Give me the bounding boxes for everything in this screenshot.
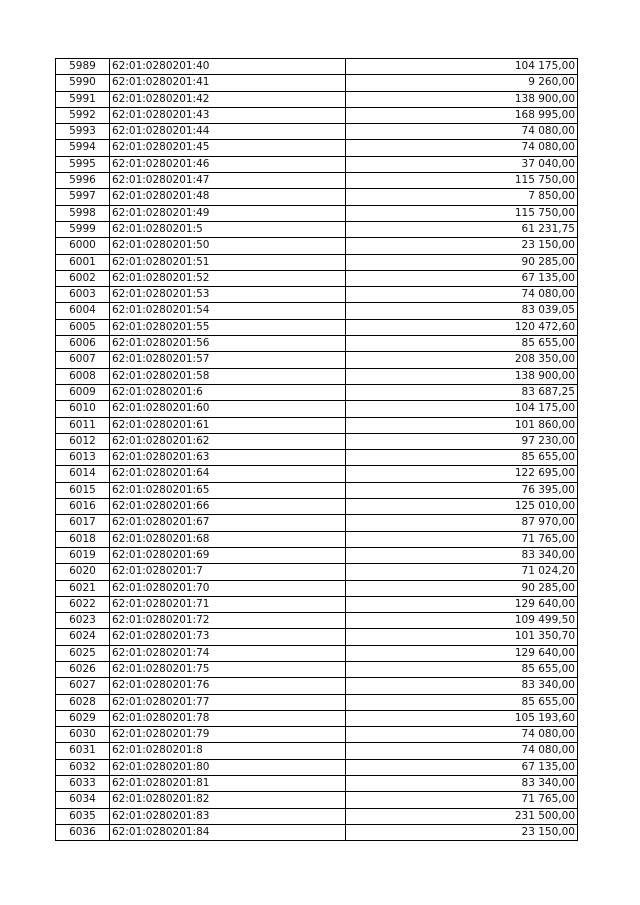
cadastral-number-cell: 62:01:0280201:77 <box>110 694 346 710</box>
table-row <box>56 808 578 824</box>
table-row <box>56 727 578 743</box>
value-cell: 109 499,50 <box>346 613 578 629</box>
cadastral-number-cell: 62:01:0280201:60 <box>110 401 346 417</box>
value-cell: 208 350,00 <box>346 352 578 368</box>
row-number-cell: 5999 <box>56 221 110 237</box>
value-cell: 138 900,00 <box>346 368 578 384</box>
table-row <box>56 547 578 563</box>
cadastral-number-cell: 62:01:0280201:8 <box>110 743 346 759</box>
row-number-cell: 6006 <box>56 336 110 352</box>
table-row <box>56 238 578 254</box>
value-cell: 85 655,00 <box>346 694 578 710</box>
cadastral-number-cell: 62:01:0280201:51 <box>110 254 346 270</box>
row-number-cell: 6015 <box>56 482 110 498</box>
row-number-cell: 6034 <box>56 792 110 808</box>
value-cell: 71 024,20 <box>346 564 578 580</box>
row-number-cell: 6029 <box>56 710 110 726</box>
row-number-cell: 5995 <box>56 156 110 172</box>
row-number-cell: 6027 <box>56 678 110 694</box>
cadastral-number-cell: 62:01:0280201:44 <box>110 124 346 140</box>
cadastral-number-cell: 62:01:0280201:57 <box>110 352 346 368</box>
table-row <box>56 75 578 91</box>
table-row <box>56 91 578 107</box>
cadastral-number-cell: 62:01:0280201:50 <box>110 238 346 254</box>
row-number-cell: 6021 <box>56 580 110 596</box>
cadastral-number-cell: 62:01:0280201:43 <box>110 107 346 123</box>
cadastral-number-cell: 62:01:0280201:5 <box>110 221 346 237</box>
table-row <box>56 254 578 270</box>
cadastral-number-cell: 62:01:0280201:63 <box>110 450 346 466</box>
row-number-cell: 6008 <box>56 368 110 384</box>
row-number-cell: 5993 <box>56 124 110 140</box>
cadastral-number-cell: 62:01:0280201:54 <box>110 303 346 319</box>
cadastral-number-cell: 62:01:0280201:53 <box>110 287 346 303</box>
table-row <box>56 645 578 661</box>
row-number-cell: 5992 <box>56 107 110 123</box>
row-number-cell: 6018 <box>56 531 110 547</box>
cadastral-number-cell: 62:01:0280201:56 <box>110 336 346 352</box>
cadastral-number-cell: 62:01:0280201:68 <box>110 531 346 547</box>
cadastral-number-cell: 62:01:0280201:64 <box>110 466 346 482</box>
table-row <box>56 466 578 482</box>
table-row <box>56 319 578 335</box>
row-number-cell: 6023 <box>56 613 110 629</box>
row-number-cell: 5996 <box>56 173 110 189</box>
cadastral-number-cell: 62:01:0280201:73 <box>110 629 346 645</box>
value-cell: 7 850,00 <box>346 189 578 205</box>
value-cell: 71 765,00 <box>346 792 578 808</box>
cadastral-number-cell: 62:01:0280201:52 <box>110 270 346 286</box>
value-cell: 138 900,00 <box>346 91 578 107</box>
table-row <box>56 156 578 172</box>
table-row <box>56 515 578 531</box>
row-number-cell: 6013 <box>56 450 110 466</box>
cadastral-number-cell: 62:01:0280201:79 <box>110 727 346 743</box>
row-number-cell: 5989 <box>56 59 110 75</box>
table-row <box>56 792 578 808</box>
value-cell: 74 080,00 <box>346 140 578 156</box>
cadastral-number-cell: 62:01:0280201:80 <box>110 759 346 775</box>
cadastral-number-cell: 62:01:0280201:76 <box>110 678 346 694</box>
cadastral-number-cell: 62:01:0280201:84 <box>110 824 346 840</box>
row-number-cell: 6024 <box>56 629 110 645</box>
cadastral-number-cell: 62:01:0280201:55 <box>110 319 346 335</box>
table-row <box>56 710 578 726</box>
table-row <box>56 173 578 189</box>
table-row <box>56 59 578 75</box>
value-cell: 87 970,00 <box>346 515 578 531</box>
table-row <box>56 287 578 303</box>
table-row <box>56 417 578 433</box>
value-cell: 115 750,00 <box>346 205 578 221</box>
cadastral-number-cell: 62:01:0280201:83 <box>110 808 346 824</box>
table-row <box>56 221 578 237</box>
value-cell: 125 010,00 <box>346 499 578 515</box>
table-row <box>56 694 578 710</box>
value-cell: 101 860,00 <box>346 417 578 433</box>
table-row <box>56 678 578 694</box>
table-row <box>56 482 578 498</box>
row-number-cell: 6031 <box>56 743 110 759</box>
row-number-cell: 6012 <box>56 433 110 449</box>
value-cell: 74 080,00 <box>346 727 578 743</box>
cadastral-number-cell: 62:01:0280201:72 <box>110 613 346 629</box>
table-row <box>56 303 578 319</box>
value-cell: 129 640,00 <box>346 596 578 612</box>
value-cell: 74 080,00 <box>346 743 578 759</box>
value-cell: 97 230,00 <box>346 433 578 449</box>
table-row <box>56 596 578 612</box>
value-cell: 104 175,00 <box>346 401 578 417</box>
cadastral-number-cell: 62:01:0280201:74 <box>110 645 346 661</box>
cadastral-number-cell: 62:01:0280201:69 <box>110 547 346 563</box>
table-row <box>56 401 578 417</box>
value-cell: 83 687,25 <box>346 384 578 400</box>
value-cell: 168 995,00 <box>346 107 578 123</box>
value-cell: 85 655,00 <box>346 450 578 466</box>
table-row <box>56 450 578 466</box>
cadastral-number-cell: 62:01:0280201:78 <box>110 710 346 726</box>
cadastral-number-cell: 62:01:0280201:66 <box>110 499 346 515</box>
cadastral-number-cell: 62:01:0280201:65 <box>110 482 346 498</box>
cadastral-number-cell: 62:01:0280201:49 <box>110 205 346 221</box>
value-cell: 9 260,00 <box>346 75 578 91</box>
value-cell: 83 340,00 <box>346 678 578 694</box>
row-number-cell: 6011 <box>56 417 110 433</box>
table-row <box>56 776 578 792</box>
row-number-cell: 6030 <box>56 727 110 743</box>
value-cell: 37 040,00 <box>346 156 578 172</box>
row-number-cell: 6019 <box>56 547 110 563</box>
cadastral-number-cell: 62:01:0280201:61 <box>110 417 346 433</box>
row-number-cell: 5997 <box>56 189 110 205</box>
cadastral-number-cell: 62:01:0280201:62 <box>110 433 346 449</box>
table-row <box>56 499 578 515</box>
table-row <box>56 124 578 140</box>
cadastral-number-cell: 62:01:0280201:48 <box>110 189 346 205</box>
value-cell: 74 080,00 <box>346 124 578 140</box>
row-number-cell: 5998 <box>56 205 110 221</box>
value-cell: 74 080,00 <box>346 287 578 303</box>
table-row <box>56 336 578 352</box>
table-row <box>56 384 578 400</box>
table-row <box>56 629 578 645</box>
row-number-cell: 6017 <box>56 515 110 531</box>
table-row <box>56 368 578 384</box>
cadastral-number-cell: 62:01:0280201:47 <box>110 173 346 189</box>
row-number-cell: 6035 <box>56 808 110 824</box>
table-row <box>56 352 578 368</box>
value-cell: 129 640,00 <box>346 645 578 661</box>
row-number-cell: 6033 <box>56 776 110 792</box>
cadastral-number-cell: 62:01:0280201:6 <box>110 384 346 400</box>
value-cell: 23 150,00 <box>346 824 578 840</box>
value-cell: 115 750,00 <box>346 173 578 189</box>
row-number-cell: 6003 <box>56 287 110 303</box>
table-row <box>56 107 578 123</box>
row-number-cell: 6009 <box>56 384 110 400</box>
value-cell: 90 285,00 <box>346 580 578 596</box>
value-cell: 85 655,00 <box>346 661 578 677</box>
cadastral-number-cell: 62:01:0280201:82 <box>110 792 346 808</box>
cadastral-number-cell: 62:01:0280201:46 <box>110 156 346 172</box>
value-cell: 83 039,05 <box>346 303 578 319</box>
table-row <box>56 189 578 205</box>
row-number-cell: 5990 <box>56 75 110 91</box>
cadastral-number-cell: 62:01:0280201:58 <box>110 368 346 384</box>
table-row <box>56 433 578 449</box>
row-number-cell: 6016 <box>56 499 110 515</box>
value-cell: 105 193,60 <box>346 710 578 726</box>
cadastral-number-cell: 62:01:0280201:67 <box>110 515 346 531</box>
table-row <box>56 759 578 775</box>
table-row <box>56 531 578 547</box>
table-row <box>56 564 578 580</box>
cadastral-number-cell: 62:01:0280201:41 <box>110 75 346 91</box>
value-cell: 104 175,00 <box>346 59 578 75</box>
cadastral-number-cell: 62:01:0280201:71 <box>110 596 346 612</box>
table-row <box>56 580 578 596</box>
value-cell: 83 340,00 <box>346 776 578 792</box>
value-cell: 90 285,00 <box>346 254 578 270</box>
value-cell: 231 500,00 <box>346 808 578 824</box>
value-cell: 67 135,00 <box>346 759 578 775</box>
row-number-cell: 6005 <box>56 319 110 335</box>
value-cell: 23 150,00 <box>346 238 578 254</box>
table-row <box>56 205 578 221</box>
cadastral-value-table <box>55 58 578 841</box>
row-number-cell: 6032 <box>56 759 110 775</box>
row-number-cell: 6002 <box>56 270 110 286</box>
row-number-cell: 6010 <box>56 401 110 417</box>
cadastral-number-cell: 62:01:0280201:40 <box>110 59 346 75</box>
row-number-cell: 6022 <box>56 596 110 612</box>
cadastral-number-cell: 62:01:0280201:81 <box>110 776 346 792</box>
row-number-cell: 6014 <box>56 466 110 482</box>
value-cell: 67 135,00 <box>346 270 578 286</box>
row-number-cell: 5994 <box>56 140 110 156</box>
row-number-cell: 6026 <box>56 661 110 677</box>
row-number-cell: 6000 <box>56 238 110 254</box>
value-cell: 120 472,60 <box>346 319 578 335</box>
cadastral-number-cell: 62:01:0280201:75 <box>110 661 346 677</box>
row-number-cell: 6004 <box>56 303 110 319</box>
row-number-cell: 6001 <box>56 254 110 270</box>
table-row <box>56 743 578 759</box>
cadastral-number-cell: 62:01:0280201:42 <box>110 91 346 107</box>
value-cell: 76 395,00 <box>346 482 578 498</box>
row-number-cell: 6007 <box>56 352 110 368</box>
cadastral-number-cell: 62:01:0280201:7 <box>110 564 346 580</box>
row-number-cell: 6036 <box>56 824 110 840</box>
value-cell: 71 765,00 <box>346 531 578 547</box>
cadastral-number-cell: 62:01:0280201:70 <box>110 580 346 596</box>
table-row <box>56 270 578 286</box>
table-row <box>56 661 578 677</box>
table-row <box>56 140 578 156</box>
value-cell: 83 340,00 <box>346 547 578 563</box>
value-cell: 85 655,00 <box>346 336 578 352</box>
row-number-cell: 6025 <box>56 645 110 661</box>
table-body <box>56 59 578 841</box>
row-number-cell: 6028 <box>56 694 110 710</box>
cadastral-number-cell: 62:01:0280201:45 <box>110 140 346 156</box>
value-cell: 122 695,00 <box>346 466 578 482</box>
table-row <box>56 824 578 840</box>
value-cell: 101 350,70 <box>346 629 578 645</box>
row-number-cell: 6020 <box>56 564 110 580</box>
row-number-cell: 5991 <box>56 91 110 107</box>
table-row <box>56 613 578 629</box>
value-cell: 61 231,75 <box>346 221 578 237</box>
